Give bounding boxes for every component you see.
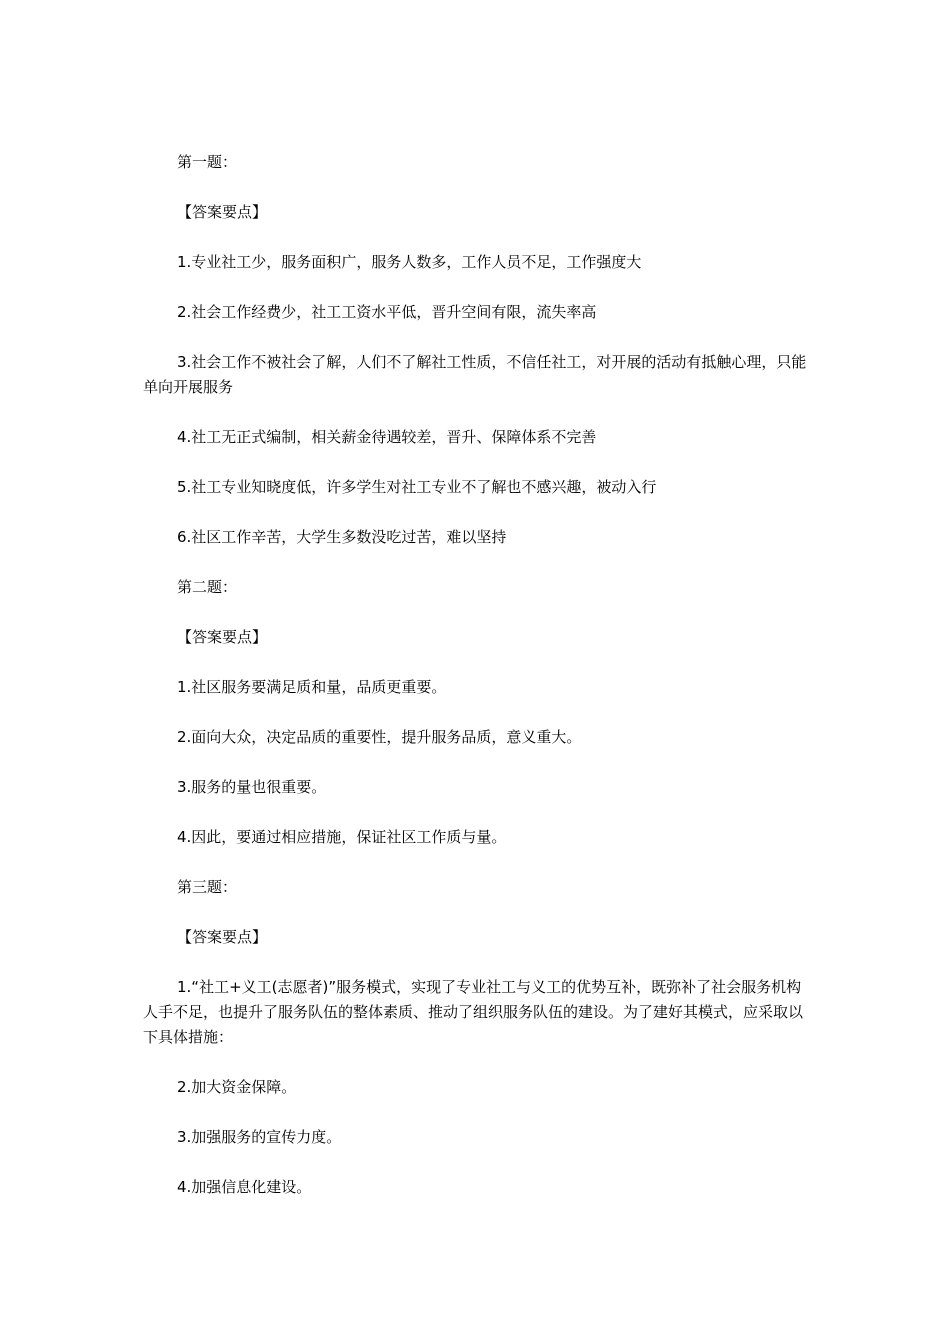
answer-point: 1.“社工+义工(志愿者)”服务模式，实现了专业社工与义工的优势互补，既弥补了社会服务机构人手不足，也提升了服务队伍的整体素质、推动了组织服务队伍的建设。为了建好其模式，应采取以下具体措施：	[143, 978, 804, 1046]
answer-point: 4.因此，要通过相应措施，保证社区工作质与量。	[177, 828, 507, 846]
answer-label: 【答案要点】	[177, 203, 268, 221]
answer-point: 4.社工无正式编制，相关薪金待遇较差，晋升、保障体系不完善	[177, 428, 597, 446]
answer-point: 1.专业社工少，服务面积广，服务人数多，工作人员不足，工作强度大	[177, 253, 642, 271]
answer-point: 3.社会工作不被社会了解，人们不了解社工性质，不信任社工，对开展的活动有抵触心理，只能单向开展服务	[143, 353, 807, 396]
answer-label: 【答案要点】	[177, 628, 268, 646]
answer-point: 4.加强信息化建设。	[177, 1178, 312, 1196]
section-heading: 第三题：	[177, 878, 238, 896]
section-heading: 第一题：	[177, 153, 238, 171]
answer-point: 1.社区服务要满足质和量，品质更重要。	[177, 678, 447, 696]
answer-point: 2.社会工作经费少，社工工资水平低，晋升空间有限，流失率高	[177, 303, 597, 321]
document-page	[143, 150, 808, 1225]
answer-point: 2.加大资金保障。	[177, 1078, 297, 1096]
answer-point: 3.加强服务的宣传力度。	[177, 1128, 342, 1146]
answer-point: 6.社区工作辛苦，大学生多数没吃过苦，难以坚持	[177, 528, 507, 546]
answer-point: 5.社工专业知晓度低，许多学生对社工专业不了解也不感兴趣，被动入行	[177, 478, 657, 496]
answer-point: 3.服务的量也很重要。	[177, 778, 327, 796]
section-heading: 第二题：	[177, 578, 238, 596]
answer-point: 2.面向大众，决定品质的重要性，提升服务品质，意义重大。	[177, 728, 582, 746]
answer-label: 【答案要点】	[177, 928, 268, 946]
